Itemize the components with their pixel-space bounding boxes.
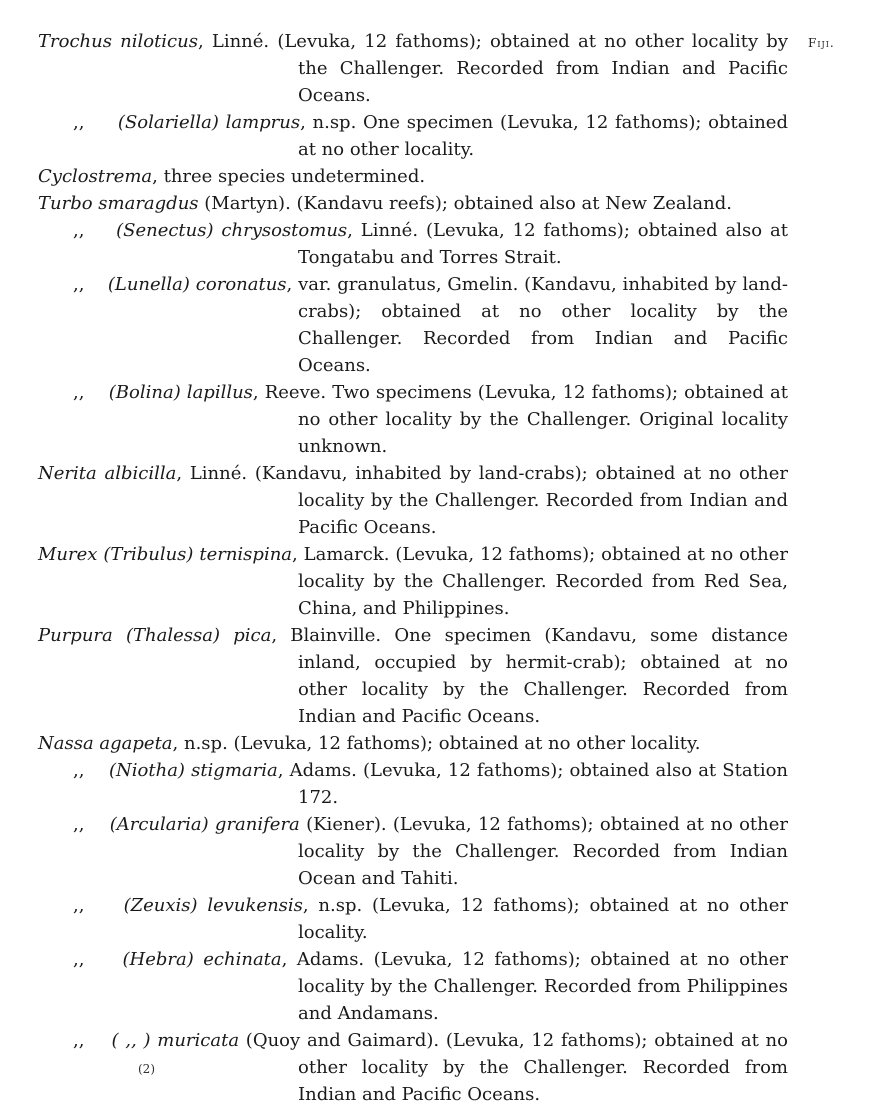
species-author: , Adams. [281, 949, 365, 970]
species-notes: (Levuka, 12 fathoms); obtained at no other locality by the Challenger. Recorded from Indian Ocean and Tahiti. [298, 814, 789, 889]
species-author: , n.sp. [172, 733, 228, 754]
species-entry [0, 730, 788, 757]
page-number-mark [758, 0, 772, 7]
ditto-mark: ,, [73, 220, 85, 241]
species-name: Murex (Tribulus) ternispina [38, 544, 293, 565]
species-entry [0, 892, 788, 946]
species-name: (Senectus) chrysostomus [116, 220, 348, 241]
species-name: Trochus niloticus [38, 31, 198, 52]
species-entry [0, 271, 788, 379]
species-notes: (Levuka, 12 fathoms); obtained at no other locality by the Challenger. Recorded from Indian and Pacific Oceans. [298, 1030, 788, 1105]
species-notes: (Kandavu reefs); obtained also at New Zealand. [290, 193, 732, 214]
species-name: (Zeuxis) levukensis [123, 895, 303, 916]
species-entry [0, 811, 788, 892]
ditto-mark: ,, [73, 814, 85, 835]
species-notes: (Levuka, 12 fathoms); obtained at no other locality. [227, 733, 701, 754]
species-notes: (Levuka, 12 fathoms); obtained at no other locality by the Challenger. Recorded from Indian and Pacific Oceans. [269, 31, 788, 106]
species-name: (Arcularia) granifera [109, 814, 300, 835]
ditto-mark: ,, [73, 112, 85, 133]
species-entry [0, 109, 788, 163]
species-entry [0, 163, 788, 190]
species-notes: (Levuka, 12 fathoms); obtained also at Tongatabu and Torres Strait. [298, 220, 788, 268]
species-name: (Hebra) echinata [122, 949, 282, 970]
species-notes: One specimen (Levuka, 12 fathoms); obtained at no other locality. [298, 112, 788, 160]
species-name: Nerita albicilla [38, 463, 177, 484]
ditto-mark: ,, [73, 760, 85, 781]
species-author: (Kiener). [299, 814, 387, 835]
species-notes: (Levuka, 12 fathoms); obtained at no other locality by the Challenger. Recorded from Red Sea, China, and Philippines. [298, 544, 788, 619]
signature-mark: (2) [138, 1062, 155, 1076]
species-author: , n.sp. [300, 112, 357, 133]
species-notes: (Levuka, 12 fathoms); obtained at no other locality. [298, 895, 788, 943]
species-notes: (Levuka, 12 fathoms); obtained also at Station 172. [298, 760, 789, 808]
species-author: , Blainville. [271, 625, 382, 646]
species-author: , Reeve. [252, 382, 327, 403]
species-name: (Niotha) stigmaria [109, 760, 278, 781]
species-author: , Linné. [347, 220, 419, 241]
species-entry [0, 190, 788, 217]
species-author: , Lamarck. [292, 544, 390, 565]
species-author: , three species undetermined. [152, 166, 426, 187]
species-list [0, 28, 880, 1108]
ditto-mark: ,, [73, 274, 85, 295]
species-entry [0, 379, 788, 460]
species-author: , Linné. [176, 463, 248, 484]
species-notes: One specimen (Kandavu, some distance inland, occupied by hermit-crab); obtained at no other locality by the Challenger. Recorded from Indian and Pacific Oceans. [298, 625, 789, 727]
species-name: (Bolina) lapillus [108, 382, 253, 403]
species-notes: Two specimens (Levuka, 12 fathoms); obtained at no other locality by the Challenger. Original locality unknown. [298, 382, 789, 457]
species-entry [0, 541, 788, 622]
side-heading-fiji: Fiji. [808, 36, 835, 50]
ditto-mark: ,, [73, 895, 85, 916]
species-author: , Linné. [197, 31, 270, 52]
species-entry [0, 217, 788, 271]
ditto-mark: ,, [73, 382, 85, 403]
species-notes: (Levuka, 12 fathoms); obtained at no other locality by the Challenger. Recorded from Philippines and Andamans. [298, 949, 788, 1024]
species-author: (Quoy and Gaimard). [239, 1030, 440, 1051]
species-author: (Martyn). [198, 193, 291, 214]
species-name: ( ,, ) muricata [111, 1030, 240, 1051]
species-notes: (Kandavu, inhabited by land-crabs); obtained at no other locality by the Challenger. Recorded from Indian and Pacific Oceans. [298, 274, 788, 376]
species-entry [0, 460, 788, 541]
species-entry [0, 946, 788, 1027]
species-author: , n.sp. [302, 895, 363, 916]
species-name: Cyclostrema [38, 166, 153, 187]
species-notes: (Kandavu, inhabited by land-crabs); obtained at no other locality by the Challenger. Recorded from Indian and Pacific Oceans. [247, 463, 788, 538]
species-author: , Adams. [277, 760, 357, 781]
species-name: Nassa agapeta [38, 733, 173, 754]
species-entry [0, 757, 788, 811]
species-name: Turbo smaragdus [38, 193, 199, 214]
ditto-mark: ,, [73, 949, 85, 970]
species-entry [0, 622, 788, 730]
species-entry [0, 28, 788, 109]
ditto-mark: ,, [73, 1030, 85, 1051]
species-entry [0, 1027, 788, 1108]
species-name: Purpura (Thalessa) pica [38, 625, 272, 646]
species-author: , var. granulatus, Gmelin. [286, 274, 519, 295]
species-name: (Lunella) coronatus [107, 274, 287, 295]
species-name: (Solariella) lamprus [117, 112, 301, 133]
